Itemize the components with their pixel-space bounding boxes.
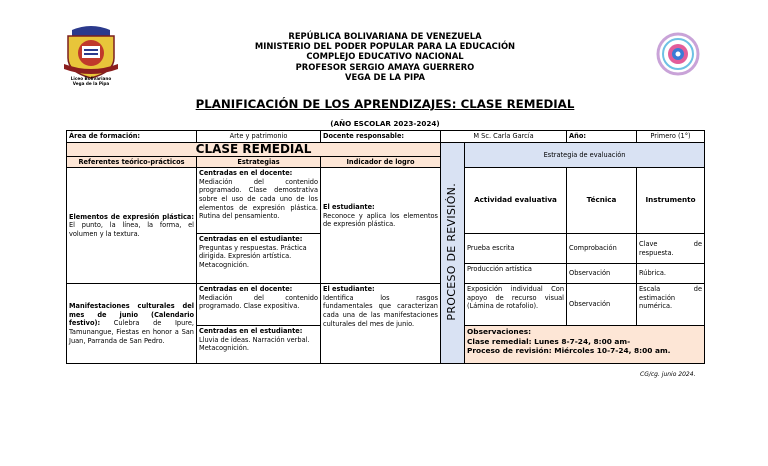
header-line-3: COMPLEJO EDUCATIVO NACIONAL (306, 51, 464, 62)
teacher-value: M Sc. Carla García (441, 131, 567, 143)
estrategia-docente-1: Centradas en el docente: Mediación del contenido programado. Clase demostrativa sobre el uso de cada uno de los elementos de expresión plástica. Rutina del pensamiento. (197, 168, 321, 234)
estrategia-docente-2: Centradas en el docente: Mediación del contenido programado. Clase expositiva. (197, 284, 321, 326)
col-estrategias: Estrategias (197, 156, 321, 168)
school-year: (AÑO ESCOLAR 2023-2024) (330, 119, 440, 128)
estrategia-estudiante-2: Centradas en el estudiante: Lluvia de ideas. Narración verbal. Metacognición. (197, 326, 321, 364)
year-value: Primero (1°) (637, 131, 705, 143)
eval-header-actividad: Actividad evaluativa (465, 168, 567, 234)
logo-caption-1: Liceo Bolivariano (70, 76, 112, 81)
indicador-2: El estudiante: Identifica los rasgos fundamentales que caracterizan cada una de las manifestaciones culturales del mes de junio. (321, 284, 441, 364)
header-line-4: PROFESOR SERGIO AMAYA GUERRERO (295, 61, 475, 72)
area-value: Arte y patrimonio (197, 131, 321, 143)
ministry-round-logo (656, 32, 700, 76)
estrategia-estudiante-1: Centradas en el estudiante: Preguntas y respuestas. Práctica dirigida. Expresión artística. Metacognición. (197, 234, 321, 284)
obs-clase-remedial: Clase remedial: Lunes 8-7-24, 8:00 am- (467, 336, 631, 346)
proceso-revision-label: PROCESO DE REVISIÓN. (441, 142, 465, 364)
eval-actividad-1: Prueba escrita (465, 234, 567, 264)
area-label: Área de formación: (67, 131, 197, 143)
institution-header (200, 31, 570, 82)
eval-tecnica-3: Observación (567, 284, 637, 326)
document-title: PLANIFICACIÓN DE LOS APRENDIZAJES: CLASE REMEDIAL (195, 97, 575, 111)
planning-table (66, 130, 705, 364)
header-line-1: REPÚBLICA BOLIVARIANA DE VENEZUELA (288, 31, 482, 41)
year-label: Año: (567, 131, 637, 143)
eval-tecnica-1: Comprobación (567, 234, 637, 264)
eval-instrumento-3: Escala de estimación numérica. (637, 284, 705, 326)
col-referentes: Referentes teórico-prácticos (67, 156, 197, 168)
eval-actividad-2: Producción artística (465, 264, 567, 284)
eval-instrumento-2: Rúbrica. (637, 264, 705, 284)
eval-tecnica-2: Observación (567, 264, 637, 284)
info-row (67, 131, 705, 143)
header-line-2: MINISTERIO DEL PODER POPULAR PARA LA EDUCACIÓN (254, 41, 516, 52)
clase-remedial-heading: CLASE REMEDIAL (67, 142, 441, 156)
observaciones (465, 326, 705, 364)
logo-caption-2: Vega de la Pipa (72, 81, 110, 86)
referente-1: Elementos de expresión plástica: El punto, la línea, la forma, el volumen y la textura. (67, 168, 197, 284)
teacher-label: Docente responsable: (321, 131, 441, 143)
referente-2: Manifestaciones culturales del mes de junio (Calendario festivo): Culebra de Ipure, Tamunangue, Fiestas en honor a San Juan, Parranda de San Pedro. (67, 284, 197, 364)
indicador-1: El estudiante: Reconoce y aplica los elementos de expresión plástica. (321, 168, 441, 284)
obs-proceso-revision: Proceso de revisión: Miércoles 10-7-24, 8:00 am. (467, 346, 671, 355)
eval-actividad-3: Exposición individual Con apoyo de recurso visual (Lámina de rotafolio). (465, 284, 567, 326)
evaluacion-title: Estrategia de evaluación (465, 142, 705, 168)
eval-header-instrumento: Instrumento (637, 168, 705, 234)
eval-header-tecnica: Técnica (567, 168, 637, 234)
eval-instrumento-1: Clave de respuesta. (637, 234, 705, 264)
footnote: CG/cg. junio 2024. (640, 371, 696, 378)
header-line-5: VEGA DE LA PIPA (345, 71, 425, 82)
school-crest-logo (62, 24, 120, 90)
observaciones-label: Observaciones: (467, 327, 532, 337)
col-indicador: Indicador de logro (321, 156, 441, 168)
